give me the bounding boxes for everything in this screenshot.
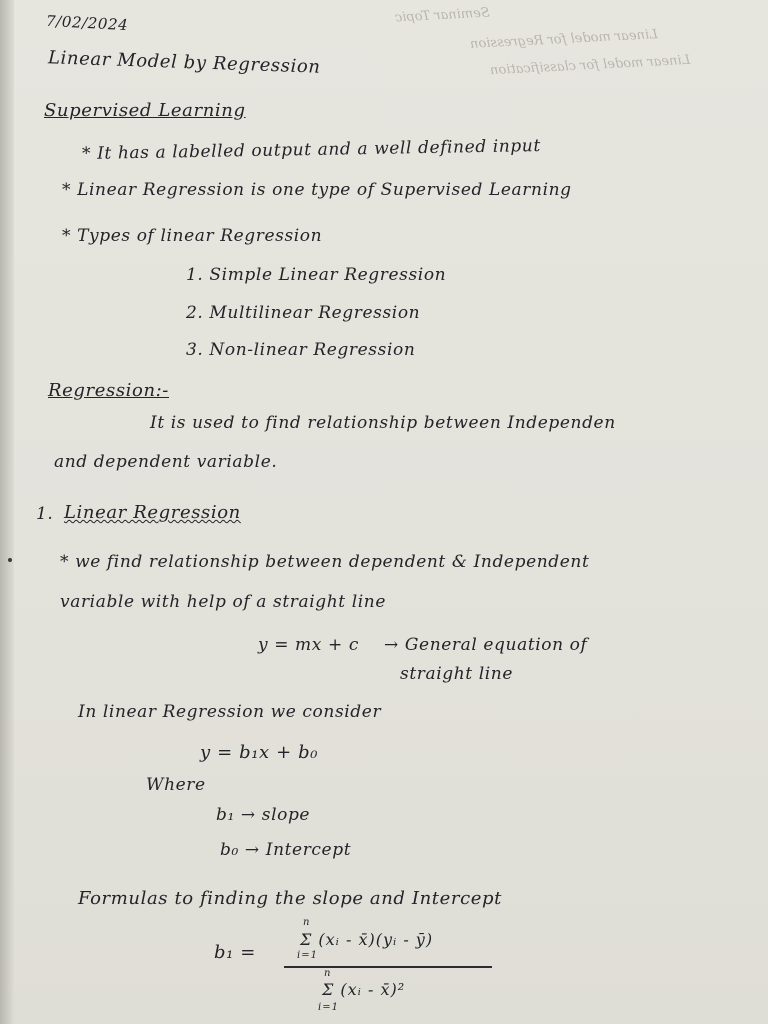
line-equation: y = mx + c bbox=[258, 635, 359, 655]
regression-type: 2. Multilinear Regression bbox=[186, 303, 421, 323]
sum-upper-limit: n bbox=[303, 917, 311, 928]
b1-label: b₁ = bbox=[214, 942, 256, 963]
linear-bullet: variable with help of a straight line bbox=[60, 592, 386, 612]
formulas-heading: Formulas to finding the slope and Intercept bbox=[78, 888, 502, 909]
page-title: Linear Model by Regression bbox=[47, 47, 321, 78]
equation-note: → General equation of bbox=[384, 635, 588, 655]
section-number: 1. bbox=[36, 504, 54, 524]
margin-mark bbox=[8, 558, 12, 562]
slope-definition: b₁ → slope bbox=[216, 805, 311, 825]
linear-heading: Linear Regression bbox=[64, 502, 241, 523]
page-fold-shadow bbox=[0, 0, 14, 1024]
bleed-text: Linear model for classification bbox=[489, 52, 691, 79]
bullet-line: * Types of linear Regression bbox=[62, 226, 323, 246]
bullet-line: * Linear Regression is one type of Supervised Learning bbox=[62, 180, 572, 200]
regression-type: 3. Non-linear Regression bbox=[186, 340, 416, 360]
fraction-bar bbox=[284, 966, 492, 968]
denominator: Σ (xᵢ - x̄)² bbox=[322, 980, 406, 999]
consider-line: In linear Regression we consider bbox=[78, 702, 382, 722]
supervised-heading: Supervised Learning bbox=[44, 100, 246, 121]
regression-line: and dependent variable. bbox=[54, 452, 278, 472]
bleed-text: Seminar Topic bbox=[394, 5, 491, 26]
regression-line: It is used to find relationship between Independen bbox=[150, 413, 616, 433]
equation-note: straight line bbox=[400, 664, 514, 684]
regression-heading: Regression:- bbox=[48, 380, 169, 401]
linear-bullet: * we find relationship between dependent & Independent bbox=[60, 552, 590, 572]
regression-type: 1. Simple Linear Regression bbox=[186, 265, 447, 285]
sum-lower-limit: i=1 bbox=[297, 950, 318, 961]
intercept-definition: b₀ → Intercept bbox=[220, 840, 352, 860]
sum-lower-limit: i=1 bbox=[318, 1002, 339, 1013]
where-label: Where bbox=[146, 775, 206, 795]
model-equation: y = b₁x + b₀ bbox=[200, 742, 319, 763]
bleed-text: Linear model for Regression bbox=[469, 27, 659, 52]
date: 7/02/2024 bbox=[45, 11, 129, 35]
numerator: Σ (xᵢ - x̄)(yᵢ - ȳ) bbox=[300, 930, 434, 949]
sum-upper-limit: n bbox=[324, 968, 332, 979]
bullet-line: * It has a labelled output and a well defined input bbox=[81, 135, 541, 165]
